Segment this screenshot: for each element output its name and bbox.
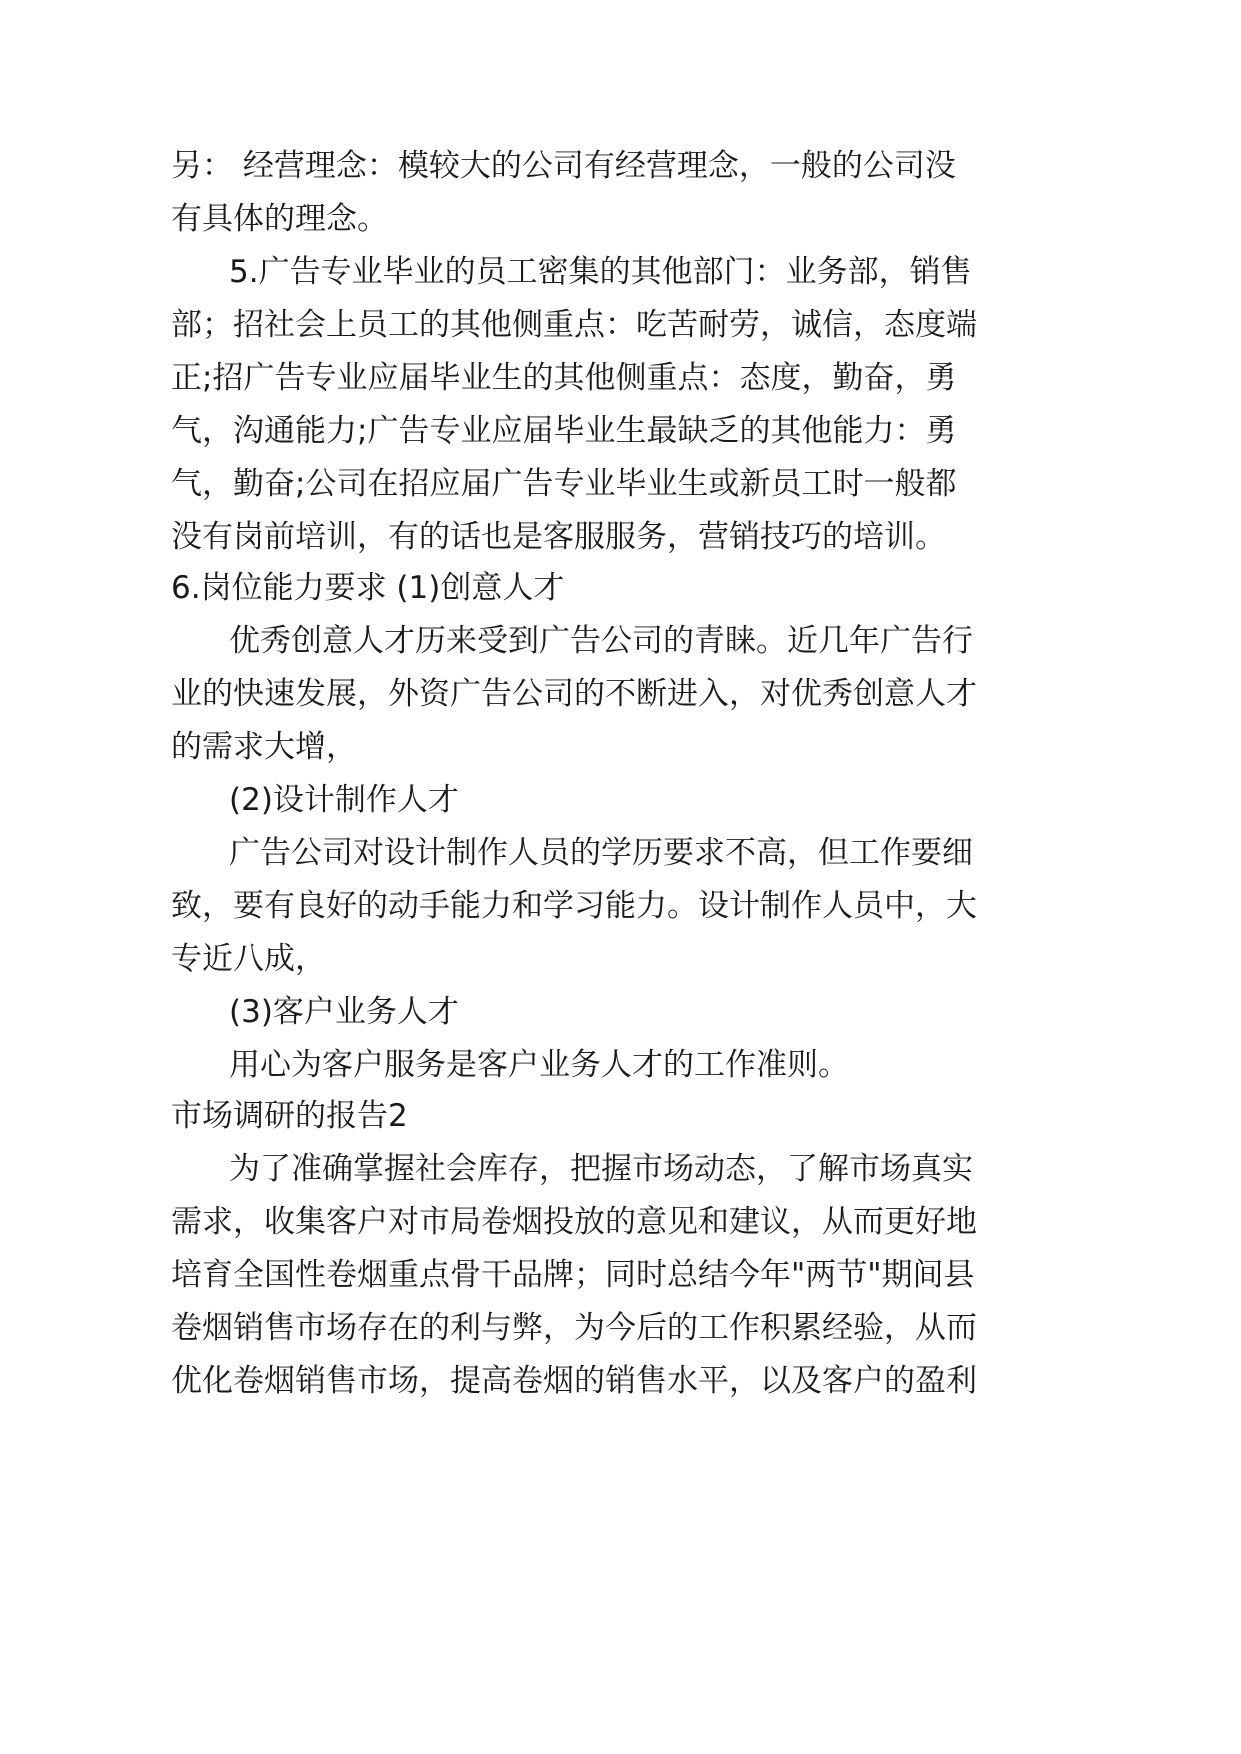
line-text: 另： 经营理念：模较大的公司有经营理念，一般的公司没 [171,148,956,184]
text-line [0,1194,1241,1250]
text-line [0,244,1241,300]
text-line [0,1088,1241,1144]
line-text: 有具体的理念。 [171,201,388,237]
text-line [0,138,1241,194]
line-text: 为了准确掌握社会库存，把握市场动态，了解市场真实 [229,1151,973,1187]
line-text: 的需求大增， [171,729,357,765]
text-line [0,613,1241,669]
line-text: 6.岗位能力要求 (1)创意人才 [171,570,565,606]
line-text: 气，沟通能力;广告专业应届毕业生最缺乏的其他能力：勇 [171,413,957,449]
line-text: 没有岗前培训，有的话也是客服服务，营销技巧的培训。 [171,519,946,555]
text-line [0,772,1241,828]
line-text: 专近八成， [171,941,326,977]
text-line [0,560,1241,616]
line-text: 部；招社会上员工的其他侧重点：吃苦耐劳，诚信，态度端 [171,307,977,343]
text-line [0,403,1241,459]
line-text: 用心为客户服务是客户业务人才的工作准则。 [229,1047,849,1083]
text-line [0,719,1241,775]
text-line [0,1300,1241,1356]
line-text: 业的快速发展，外资广告公司的不断进入，对优秀创意人才 [171,676,977,712]
text-line [0,1141,1241,1197]
text-line [0,878,1241,934]
text-line [0,191,1241,247]
line-text: 需求，收集客户对市局卷烟投放的意见和建议，从而更好地 [171,1204,977,1240]
line-text: 培育全国性卷烟重点骨干品牌；同时总结今年"两节"期间县 [171,1257,975,1293]
line-text: 卷烟销售市场存在的利与弊，为今后的工作积累经验，从而 [171,1310,977,1346]
text-line [0,1037,1241,1093]
line-text: 优化卷烟销售市场，提高卷烟的销售水平，以及客户的盈利 [171,1363,977,1399]
text-line [0,297,1241,353]
text-line [0,825,1241,881]
text-line [0,931,1241,987]
line-text: 气，勤奋;公司在招应届广告专业毕业生或新员工时一般都 [171,466,957,502]
line-text: 致，要有良好的动手能力和学习能力。设计制作人员中，大 [171,888,977,924]
line-text: 市场调研的报告2 [171,1098,408,1134]
line-text: 优秀创意人才历来受到广告公司的青睐。近几年广告行 [229,623,973,659]
text-line [0,984,1241,1040]
text-line [0,1353,1241,1409]
line-text: 5.广告专业毕业的员工密集的其他部门：业务部，销售 [229,254,972,290]
text-line [0,666,1241,722]
line-text: 正;招广告专业应届毕业生的其他侧重点：态度，勤奋，勇 [171,360,957,396]
text-line [0,1247,1241,1303]
text-line [0,509,1241,565]
line-text: (3)客户业务人才 [229,994,459,1030]
line-text: (2)设计制作人才 [229,782,459,818]
text-line [0,456,1241,512]
text-line [0,350,1241,406]
line-text: 广告公司对设计制作人员的学历要求不高，但工作要细 [229,835,973,871]
